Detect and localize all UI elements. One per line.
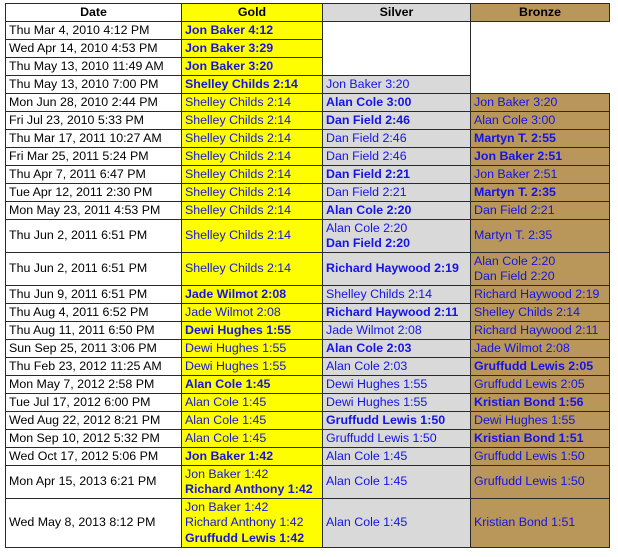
silver-entry: Alan Cole 1:45 <box>326 448 408 463</box>
gold-entry: Shelley Childs 2:14 <box>185 76 298 91</box>
table-row <box>6 202 610 220</box>
bronze-entry: Jade Wilmot 2:08 <box>474 340 570 355</box>
date-cell: Mon Apr 15, 2013 6:21 PM <box>6 466 182 499</box>
bronze-entry: Gruffudd Lewis 1:50 <box>474 448 585 463</box>
gold-cell <box>182 376 323 394</box>
gold-cell <box>182 412 323 430</box>
date-cell: Thu Aug 4, 2011 6:52 PM <box>6 304 182 322</box>
bronze-entry: Alan Cole 3:00 <box>474 112 556 127</box>
silver-cell <box>323 94 471 112</box>
table-row <box>6 76 610 94</box>
gold-entry: Dewi Hughes 1:55 <box>185 322 292 337</box>
gold-cell <box>182 76 323 94</box>
medal-table <box>5 3 610 548</box>
silver-entry: Alan Cole 2:03 <box>326 358 408 373</box>
silver-cell <box>323 376 471 394</box>
header-date: Date <box>6 4 182 22</box>
table-row <box>6 286 610 304</box>
gold-cell <box>182 394 323 412</box>
table-row <box>6 358 610 376</box>
table-row <box>6 22 610 40</box>
silver-entry: Alan Cole 3:00 <box>326 94 412 109</box>
gold-cell <box>182 58 323 76</box>
bronze-cell <box>471 430 610 448</box>
silver-cell-empty <box>323 22 471 40</box>
bronze-entry: Gruffudd Lewis 1:50 <box>474 474 585 489</box>
table-row <box>6 112 610 130</box>
bronze-entry: Dan Field 2:20 <box>474 269 555 283</box>
gold-cell <box>182 466 323 499</box>
silver-cell <box>323 148 471 166</box>
gold-entry: Shelley Childs 2:14 <box>185 184 292 199</box>
header-silver: Silver <box>323 4 471 22</box>
bronze-cell <box>471 220 610 253</box>
bronze-cell <box>471 148 610 166</box>
gold-cell <box>182 184 323 202</box>
gold-entry: Shelley Childs 2:14 <box>185 148 292 163</box>
date-cell: Thu Mar 4, 2010 4:12 PM <box>6 22 182 40</box>
bronze-entry: Kristian Bond 1:51 <box>474 515 576 530</box>
silver-entry: Dan Field 2:21 <box>326 184 407 199</box>
gold-cell <box>182 94 323 112</box>
silver-cell <box>323 112 471 130</box>
gold-entry: Alan Cole 1:45 <box>185 430 267 445</box>
silver-cell <box>323 448 471 466</box>
gold-entry: Shelley Childs 2:14 <box>185 94 292 109</box>
silver-entry: Richard Haywood 2:11 <box>326 304 459 319</box>
date-cell: Tue Jul 17, 2012 6:00 PM <box>6 394 182 412</box>
date-cell: Thu Feb 23, 2012 11:25 AM <box>6 358 182 376</box>
gold-cell <box>182 202 323 220</box>
bronze-cell-empty <box>471 76 610 94</box>
date-cell: Mon May 23, 2011 4:53 PM <box>6 202 182 220</box>
bronze-entry: Dan Field 2:21 <box>474 202 555 217</box>
table-row <box>6 148 610 166</box>
bronze-entry: Jon Baker 2:51 <box>474 166 558 181</box>
silver-cell <box>323 394 471 412</box>
gold-cell <box>182 322 323 340</box>
bronze-entry: Kristian Bond 1:56 <box>474 394 584 409</box>
date-cell: Fri Mar 25, 2011 5:24 PM <box>6 148 182 166</box>
silver-cell <box>323 253 471 286</box>
gold-entry: Shelley Childs 2:14 <box>185 130 292 145</box>
silver-cell <box>323 358 471 376</box>
bronze-entry: Martyn T. 2:35 <box>474 184 556 199</box>
bronze-cell <box>471 412 610 430</box>
gold-entry: Richard Anthony 1:42 <box>185 515 304 530</box>
bronze-cell <box>471 166 610 184</box>
table-row <box>6 376 610 394</box>
date-cell: Thu Mar 17, 2011 10:27 AM <box>6 130 182 148</box>
date-cell: Thu Jun 2, 2011 6:51 PM <box>6 220 182 253</box>
silver-entry: Alan Cole 2:03 <box>326 340 412 355</box>
silver-entry: Dewi Hughes 1:55 <box>326 376 428 391</box>
table-row <box>6 40 610 58</box>
silver-cell <box>323 202 471 220</box>
bronze-entry: Alan Cole 2:20 <box>474 253 556 268</box>
table-row <box>6 130 610 148</box>
gold-entry: Alan Cole 1:45 <box>185 394 267 409</box>
date-cell: Thu May 13, 2010 7:00 PM <box>6 76 182 94</box>
bronze-entry: Shelley Childs 2:14 <box>474 304 581 319</box>
silver-entry: Dan Field 2:20 <box>326 236 411 250</box>
bronze-cell <box>471 184 610 202</box>
gold-cell <box>182 286 323 304</box>
gold-cell <box>182 499 323 548</box>
bronze-cell <box>471 202 610 220</box>
silver-entry: Shelley Childs 2:14 <box>326 286 433 301</box>
bronze-entry: Kristian Bond 1:51 <box>474 430 584 445</box>
gold-cell <box>182 148 323 166</box>
silver-entry: Alan Cole 1:45 <box>326 474 408 489</box>
silver-entry: Alan Cole 2:20 <box>326 202 412 217</box>
date-cell: Tue Apr 12, 2011 2:30 PM <box>6 184 182 202</box>
table-row <box>6 94 610 112</box>
bronze-cell-empty <box>471 58 610 76</box>
bronze-entry: Gruffudd Lewis 2:05 <box>474 376 585 391</box>
gold-cell <box>182 430 323 448</box>
table-row <box>6 340 610 358</box>
date-cell: Wed May 8, 2013 8:12 PM <box>6 499 182 548</box>
gold-entry: Jon Baker 1:42 <box>185 499 269 514</box>
bronze-entry: Gruffudd Lewis 2:05 <box>474 358 594 373</box>
table-row <box>6 322 610 340</box>
silver-cell <box>323 430 471 448</box>
bronze-entry: Jon Baker 2:51 <box>474 148 563 163</box>
silver-cell <box>323 184 471 202</box>
gold-cell <box>182 112 323 130</box>
header-gold: Gold <box>182 4 323 22</box>
silver-cell <box>323 166 471 184</box>
silver-entry: Dan Field 2:46 <box>326 148 407 163</box>
date-cell: Wed Aug 22, 2012 8:21 PM <box>6 412 182 430</box>
date-cell: Wed Apr 14, 2010 4:53 PM <box>6 40 182 58</box>
bronze-cell <box>471 376 610 394</box>
date-cell: Mon Jun 28, 2010 2:44 PM <box>6 94 182 112</box>
gold-entry: Shelley Childs 2:14 <box>185 261 292 276</box>
gold-cell <box>182 304 323 322</box>
gold-entry: Gruffudd Lewis 1:42 <box>185 530 305 545</box>
gold-entry: Shelley Childs 2:14 <box>185 112 292 127</box>
date-cell: Wed Oct 17, 2012 5:06 PM <box>6 448 182 466</box>
bronze-entry: Martyn T. 2:35 <box>474 228 553 243</box>
gold-entry: Jon Baker 3:29 <box>185 40 274 55</box>
silver-cell <box>323 220 471 253</box>
gold-entry: Jade Wilmot 2:08 <box>185 286 287 301</box>
table-row <box>6 466 610 499</box>
silver-cell <box>323 340 471 358</box>
table-row <box>6 430 610 448</box>
date-cell: Thu Jun 2, 2011 6:51 PM <box>6 253 182 286</box>
date-cell: Sun Sep 25, 2011 3:06 PM <box>6 340 182 358</box>
silver-entry: Dan Field 2:21 <box>326 166 411 181</box>
table-row <box>6 184 610 202</box>
silver-entry: Alan Cole 1:45 <box>326 515 408 530</box>
silver-cell-empty <box>323 40 471 58</box>
bronze-cell <box>471 130 610 148</box>
bronze-cell-empty <box>471 22 610 40</box>
silver-entry: Dan Field 2:46 <box>326 130 407 145</box>
silver-entry: Alan Cole 2:20 <box>326 220 408 235</box>
gold-entry: Dewi Hughes 1:55 <box>185 358 287 373</box>
table-row <box>6 394 610 412</box>
date-cell: Thu May 13, 2010 11:49 AM <box>6 58 182 76</box>
bronze-cell <box>471 112 610 130</box>
silver-cell <box>323 76 471 94</box>
gold-cell <box>182 253 323 286</box>
date-cell: Thu Apr 7, 2011 6:47 PM <box>6 166 182 184</box>
bronze-entry: Richard Haywood 2:11 <box>474 322 599 337</box>
bronze-entry: Richard Haywood 2:19 <box>474 286 600 301</box>
header-row <box>6 4 610 22</box>
bronze-cell <box>471 448 610 466</box>
gold-cell <box>182 22 323 40</box>
silver-cell <box>323 304 471 322</box>
bronze-cell <box>471 340 610 358</box>
table-body <box>6 22 610 548</box>
silver-entry: Dewi Hughes 1:55 <box>326 394 428 409</box>
gold-cell <box>182 166 323 184</box>
table-row <box>6 166 610 184</box>
gold-entry: Alan Cole 1:45 <box>185 412 267 427</box>
bronze-entry: Martyn T. 2:55 <box>474 130 556 145</box>
silver-cell <box>323 499 471 548</box>
gold-entry: Jon Baker 1:42 <box>185 466 269 481</box>
table-row <box>6 412 610 430</box>
bronze-cell <box>471 358 610 376</box>
gold-cell <box>182 130 323 148</box>
silver-entry: Gruffudd Lewis 1:50 <box>326 430 437 445</box>
silver-entry: Jon Baker 3:20 <box>326 76 410 91</box>
table-row <box>6 304 610 322</box>
table-row <box>6 448 610 466</box>
gold-cell <box>182 220 323 253</box>
gold-entry: Dewi Hughes 1:55 <box>185 340 287 355</box>
gold-entry: Shelley Childs 2:14 <box>185 228 292 243</box>
silver-cell <box>323 130 471 148</box>
gold-entry: Jon Baker 1:42 <box>185 448 274 463</box>
bronze-cell <box>471 466 610 499</box>
silver-cell <box>323 412 471 430</box>
date-cell: Thu Jun 9, 2011 6:51 PM <box>6 286 182 304</box>
silver-entry: Jade Wilmot 2:08 <box>326 322 422 337</box>
silver-cell <box>323 286 471 304</box>
gold-cell <box>182 448 323 466</box>
date-cell: Fri Jul 23, 2010 5:33 PM <box>6 112 182 130</box>
table-row <box>6 58 610 76</box>
bronze-cell <box>471 322 610 340</box>
gold-entry: Jon Baker 4:12 <box>185 22 274 37</box>
gold-entry: Jade Wilmot 2:08 <box>185 304 281 319</box>
gold-entry: Shelley Childs 2:14 <box>185 166 292 181</box>
bronze-cell <box>471 499 610 548</box>
bronze-cell <box>471 94 610 112</box>
table-row <box>6 499 610 548</box>
date-cell: Thu Aug 11, 2011 6:50 PM <box>6 322 182 340</box>
table-row <box>6 253 610 286</box>
bronze-cell <box>471 394 610 412</box>
date-cell: Mon Sep 10, 2012 5:32 PM <box>6 430 182 448</box>
silver-entry: Dan Field 2:46 <box>326 112 411 127</box>
silver-cell-empty <box>323 58 471 76</box>
table-row <box>6 220 610 253</box>
bronze-cell <box>471 253 610 286</box>
silver-cell <box>323 322 471 340</box>
gold-entry: Jon Baker 3:20 <box>185 58 274 73</box>
bronze-entry: Jon Baker 3:20 <box>474 94 558 109</box>
bronze-cell <box>471 286 610 304</box>
gold-cell <box>182 40 323 58</box>
bronze-entry: Dewi Hughes 1:55 <box>474 412 576 427</box>
date-cell: Mon May 7, 2012 2:58 PM <box>6 376 182 394</box>
gold-cell <box>182 358 323 376</box>
silver-cell <box>323 466 471 499</box>
bronze-cell <box>471 304 610 322</box>
gold-entry: Shelley Childs 2:14 <box>185 202 292 217</box>
header-bronze: Bronze <box>471 4 610 22</box>
silver-entry: Richard Haywood 2:19 <box>326 261 459 276</box>
bronze-cell-empty <box>471 40 610 58</box>
gold-cell <box>182 340 323 358</box>
gold-entry: Alan Cole 1:45 <box>185 376 271 391</box>
gold-entry: Richard Anthony 1:42 <box>185 482 313 496</box>
silver-entry: Gruffudd Lewis 1:50 <box>326 412 446 427</box>
